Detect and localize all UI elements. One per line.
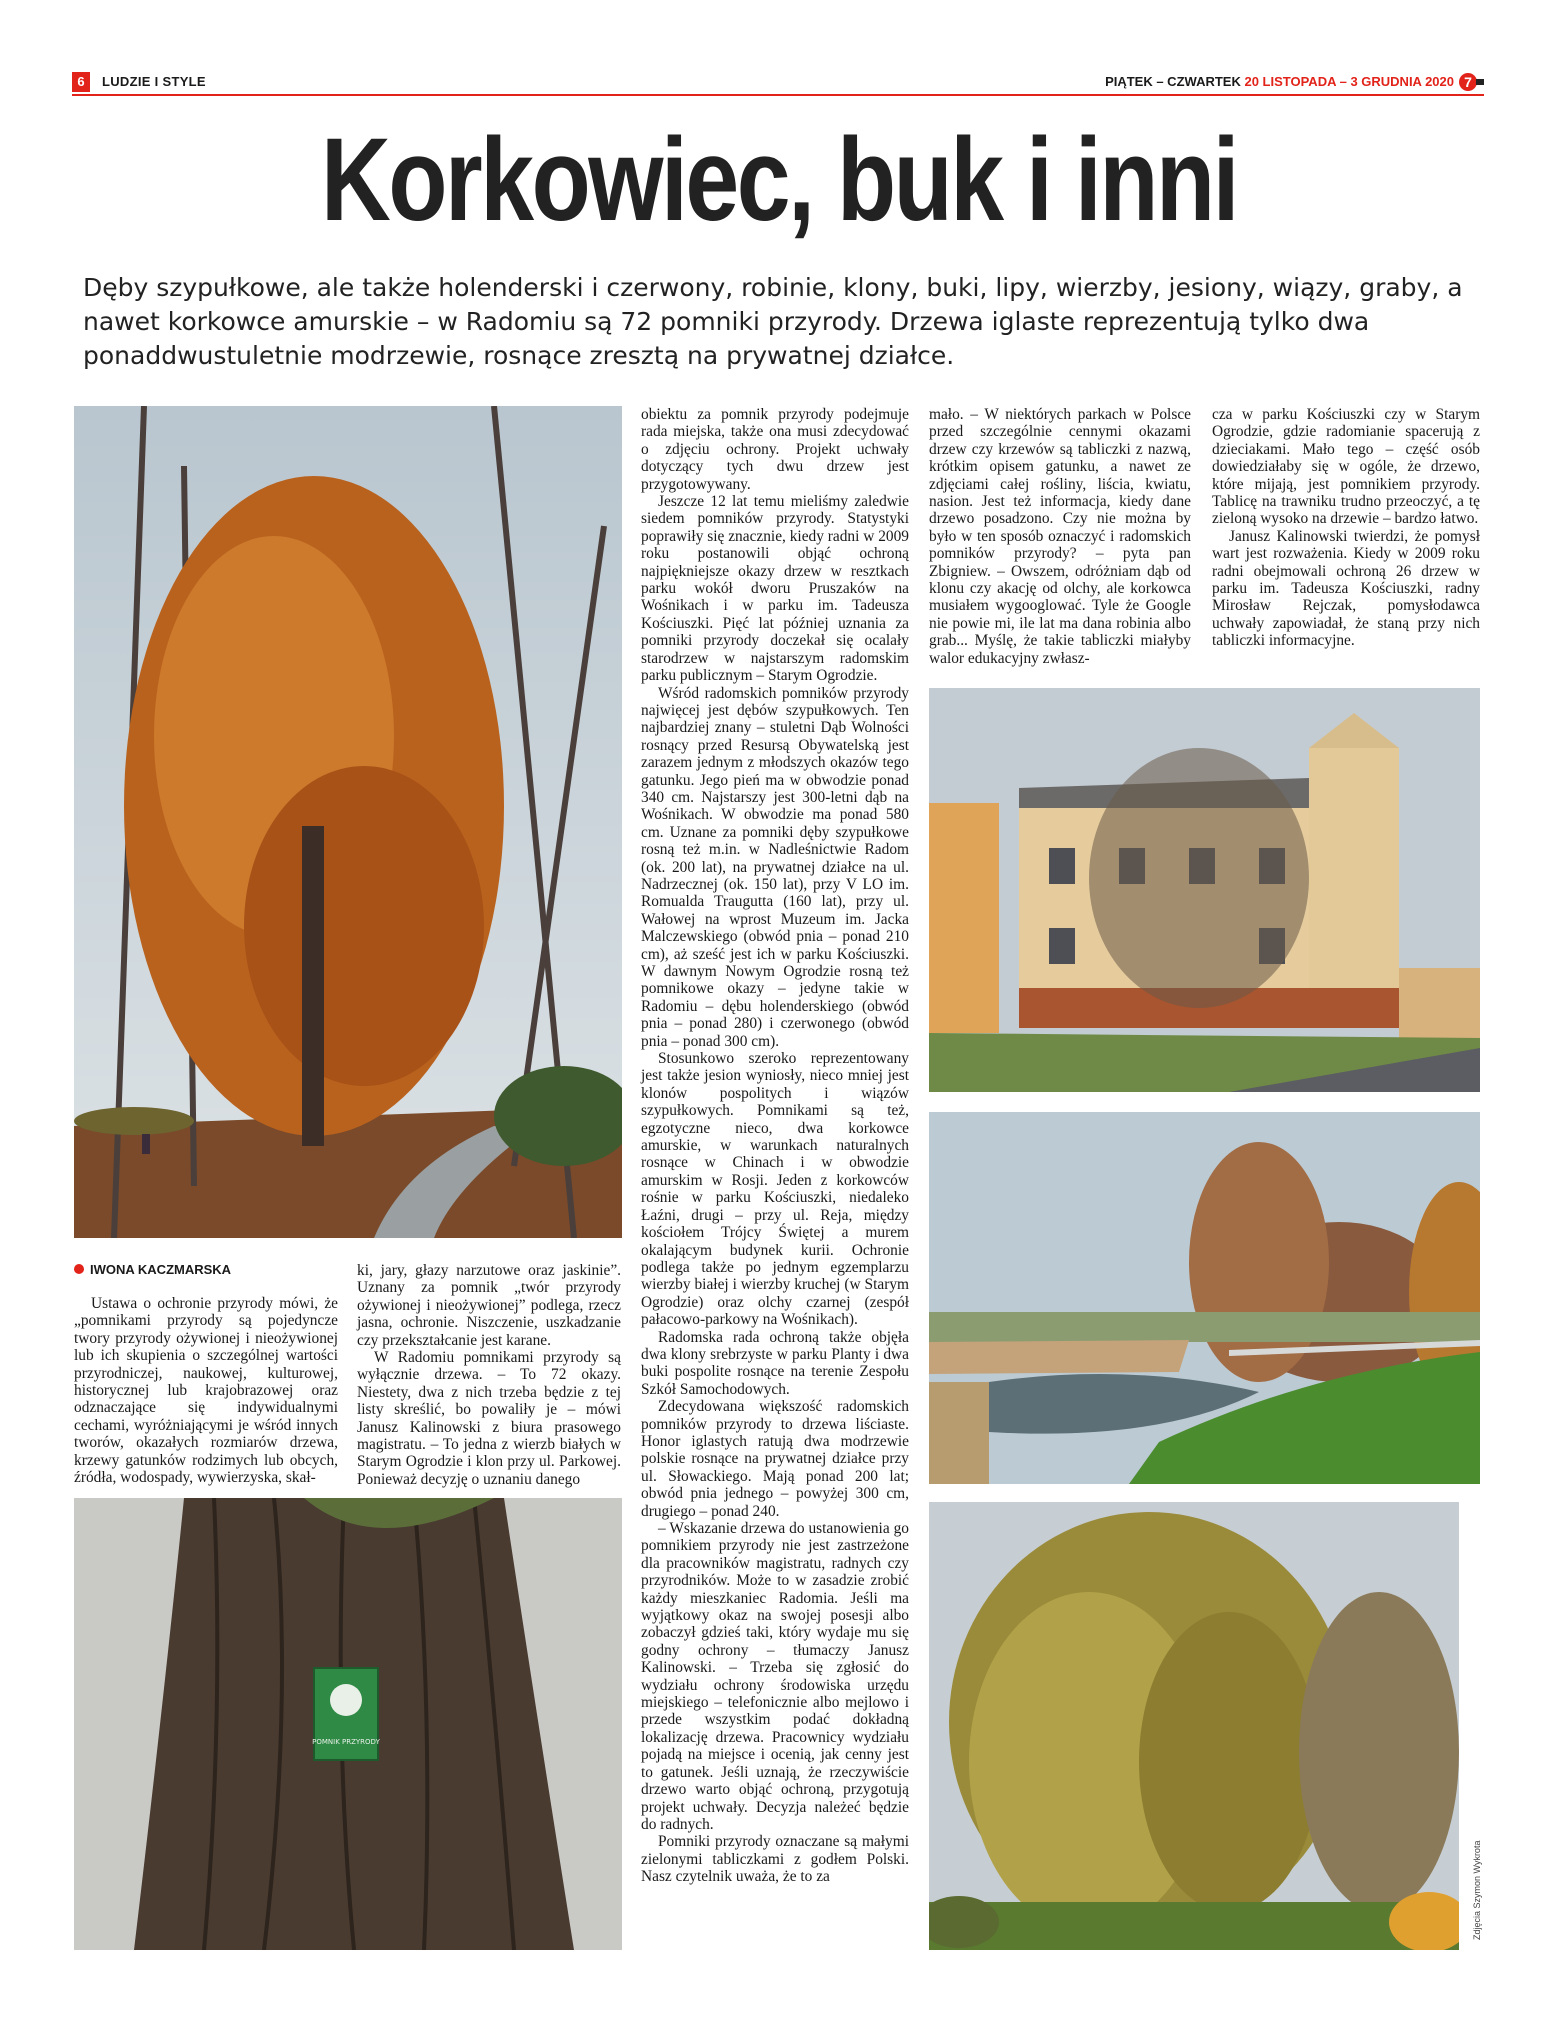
monument-sign-text: POMNIK PRZYRODY bbox=[312, 1738, 380, 1746]
photo-church bbox=[929, 688, 1480, 1092]
article-column-4 bbox=[929, 406, 1191, 667]
paragraph: Janusz Kalinowski twierdzi, że pomysł wart jest rozważenia. Kiedy w 2009 roku radni obejmowali ochroną 26 drzew w parku im. Tadeusza Kościuszki, radny Mirosław Rejczak, pomysłodawca uchwały zapowiadał, że staną przy nich tabliczki informacyjne. bbox=[1212, 527, 1480, 650]
paragraph: Ustawa o ochronie przyrody mówi, że „pomnikami przyrody są pojedyncze twory przyrody ożywionej i nieożywionej lub ich skupienia o szczególnej wartości przyrodniczej, naukowej, kulturowej, historycznej lub krajobrazowej oraz odznaczające się indywidualnymi cechami, wyróżniającymi je wśród innych tworów, okazałych rozmiarów drzewa, krzewy gatunków rodzimych lub obcych, źródła, wodospady, wywierzyska, skał- bbox=[74, 1295, 338, 1487]
issue-date-range: 20 LISTOPADA – 3 GRUDNIA 2020 bbox=[1244, 74, 1454, 89]
article-lead: Dęby szypułkowe, ale także holenderski i czerwony, robinie, klony, buki, lipy, wierzby, jesiony, wiązy, graby, a nawet korkowce amurskie – w Radomiu są 72 pomniki przyrody. Drzewa iglaste reprezentują tylko dwa ponaddwustuletnie modrzewie, rosnące zresztą na prywatnej działce. bbox=[83, 273, 1463, 370]
page-header bbox=[72, 72, 1484, 96]
page-number: 6 bbox=[72, 72, 90, 92]
article-title: Korkowiec, buk i inni bbox=[320, 114, 1238, 246]
paragraph: obiektu za pomnik przyrody podejmuje rada miejska, także ona musi zdecydować o zdjęciu ochrony. Projekt uchwały dotyczący tych dwu drzew jest przygotowywany. bbox=[641, 406, 909, 493]
article-column-5 bbox=[1212, 406, 1480, 650]
7-dni-logo-icon bbox=[1458, 72, 1484, 92]
author-byline bbox=[74, 1262, 338, 1277]
paragraph: Zdecydowana większość radomskich pomników przyrody to drzewa liściaste. Honor iglastych ratują dwa modrzewie polskie rosnące na prywatnej działce przy ul. Słowackiego. Mają ponad 200 lat; obwód pnia jednego – powyżej 300 cm, drugiego – ponad 240. bbox=[641, 1398, 909, 1520]
photo-park-pond bbox=[929, 1112, 1480, 1484]
issue-date-prefix: PIĄTEK – CZWARTEK bbox=[1105, 74, 1241, 89]
photo-willow bbox=[929, 1502, 1459, 1950]
svg-text:7: 7 bbox=[1464, 74, 1472, 90]
article-column-2 bbox=[357, 1262, 621, 1488]
paragraph: mało. – W niektórych parkach w Polsce przed szczególnie cennymi okazami drzew czy krzewów są tabliczki z nazwą, krótkim opisem gatunku, a nawet ze zdjęciami całej rośliny, liścia, kwiatu, nasion. Jest też informacja, kiedy dane drzewo posadzono. Czy nie można by było w ten sposób oznaczyć i radomskich pomników przyrody? – pyta pan Zbigniew. – Owszem, odróżniam dąb od klonu czy akację od olchy, ale korkowca musiałem wygooglować. Tyle że Google nie powie mi, ile lat ma dana robinia albo grab... Myślę, że takie tabliczki miałyby walor edukacyjny zwłasz- bbox=[929, 406, 1191, 667]
paragraph: – Wskazanie drzewa do ustanowienia go pomnikiem przyrody nie jest zastrzeżone dla pracowników magistratu, radnych czy przyrodników. Może to w zasadzie zrobić każdy mieszkaniec Radomia. Jeśli ma wyjątkowy okaz na swojej posesji albo zobaczył gdzieś taki, który wydaje mu się godny ochrony – tłumaczy Janusz Kalinowski. – Trzeba się zgłosić do wydziału ochrony środowiska urzędu miejskiego – telefonicznie albo mejlowo i przede wszystkim podać dokładną lokalizację drzewa. Pracownicy wydziału pojadą na miejsce i ocenią, jak cenny jest to gatunek. Jeśli uznają, że rzeczywiście drzewo warto objąć ochroną, przygotują projekt uchwały. Decyzja należeć będzie do radnych. bbox=[641, 1520, 909, 1833]
paragraph: ki, jary, głazy narzutowe oraz jaskinie”. Uznany za pomnik „twór przyrody ożywionej i nieożywionej” podlega, rzecz jasna, ochronie. Niszczenie, uszkadzanie czy przekształcanie jest karane. bbox=[357, 1262, 621, 1349]
bullet-dot-icon bbox=[74, 1264, 84, 1274]
paragraph: cza w parku Kościuszki czy w Starym Ogrodzie, gdzie radomianie spacerują z dzieciakami. Mało tego – część osób dowiedziałaby się w ogóle, że drzewo, które mijają, jest pomnikiem przyrody. Tablicę na trawniku trudno przeoczyć, a tę zieloną wysoko na drzewie – bardzo łatwo. bbox=[1212, 406, 1480, 528]
paragraph: Pomniki przyrody oznaczane są małymi zielonymi tabliczkami z godłem Polski. Nasz czytelnik uważa, że to za bbox=[641, 1833, 909, 1886]
section-name: LUDZIE I STYLE bbox=[102, 74, 206, 89]
issue-date bbox=[1105, 74, 1454, 89]
paragraph: W Radomiu pomnikami przyrody są wyłącznie drzewa. – To 72 okazy. Niestety, dwa z nich trzeba będzie z tej listy skreślić, bo powaliły je – mówi Janusz Kalinowski z biura prasowego magistratu. – To jedna z wierzb białych w Starym Ogrodzie i klon przy ul. Parkowej. Ponieważ decyzję o uznaniu danego bbox=[357, 1349, 621, 1488]
article-column-1 bbox=[74, 1262, 338, 1486]
author-name: IWONA KACZMARSKA bbox=[90, 1262, 232, 1277]
photo-tree-trunk-sign bbox=[74, 1498, 622, 1950]
paragraph: Jeszcze 12 lat temu mieliśmy zaledwie siedem pomników przyrody. Statystyki poprawiły się znacznie, kiedy radni w 2009 roku postanowili objąć ochroną najpiękniejsze okazy drzew w resztkach parku wokół dworu Pruszaków na Wośnikach i w parku im. Tadeusza Kościuszki. Pięć lat później uznania za pomniki przyrody doczekał się ocalały starodrzew w najstarszym radomskim parku publicznym – Starym Ogrodzie. bbox=[641, 493, 909, 685]
photo-credit: Zdjęcia Szymon Wykrota bbox=[1472, 1840, 1482, 1940]
paragraph: Wśród radomskich pomników przyrody najwięcej jest dębów szypułkowych. Ten najbardziej znany – stuletni Dąb Wolności rosnący przed Resursą Obywatelską jest zarazem jednym z młodszych okazów tego gatunku. Jego pień ma w obwodzie ponad 340 cm. Najstarszy jest 300-letni dąb na Wośnikach. W obwodzie ma ponad 580 cm. Uznane za pomniki dęby szypułkowe rosną też m.in. w Nadleśnictwie Radom (ok. 200 lat), na prywatnej działce na ul. Nadrzecznej (ok. 150 lat), przy V LO im. Romualda Traugutta (160 lat), przy ul. Wałowej na wprost Muzeum im. Jacka Malczewskiego (obwód pnia – ponad 210 cm), aż sześć jest ich w parku Kościuszki. W dawnym Nowym Ogrodzie rosną też pomnikowe okazy – jedyne takie w Radomiu – dębu holenderskiego (obwód pnia – ponad 280) i czerwonego (obwód pnia – ponad 300 cm). bbox=[641, 684, 909, 1050]
paragraph: Radomska rada ochroną także objęła dwa klony srebrzyste w parku Planty i dwa buki pospolite rosnące na terenie Zespołu Szkół Samochodowych. bbox=[641, 1328, 909, 1398]
paragraph: Stosunkowo szeroko reprezentowany jest także jesion wyniosły, nieco mniej jest klonów pospolitych i wiązów szypułkowych. Pomnikami są też, egzotyczne nieco, dwa korkowce amurskie, w warunkach naturalnych rosnące w Chinach i w obwodzie amurskim w Rosji. Jeden z korkowców rośnie w parku Kościuszki, niedaleko Łaźni, drugi – przy ul. Reja, między kościołem Trójcy Świętej a murem okalającym budynek kurii. Ochronie podlega także po jednym egzemplarzu wierzby białej i wierzby kruchej (w Starym Ogrodzie) oraz olchy czarnej (zespół pałacowo-parkowy na Wośnikach). bbox=[641, 1050, 909, 1329]
photo-autumn-oak bbox=[74, 406, 622, 1238]
article-column-3 bbox=[641, 406, 909, 1886]
